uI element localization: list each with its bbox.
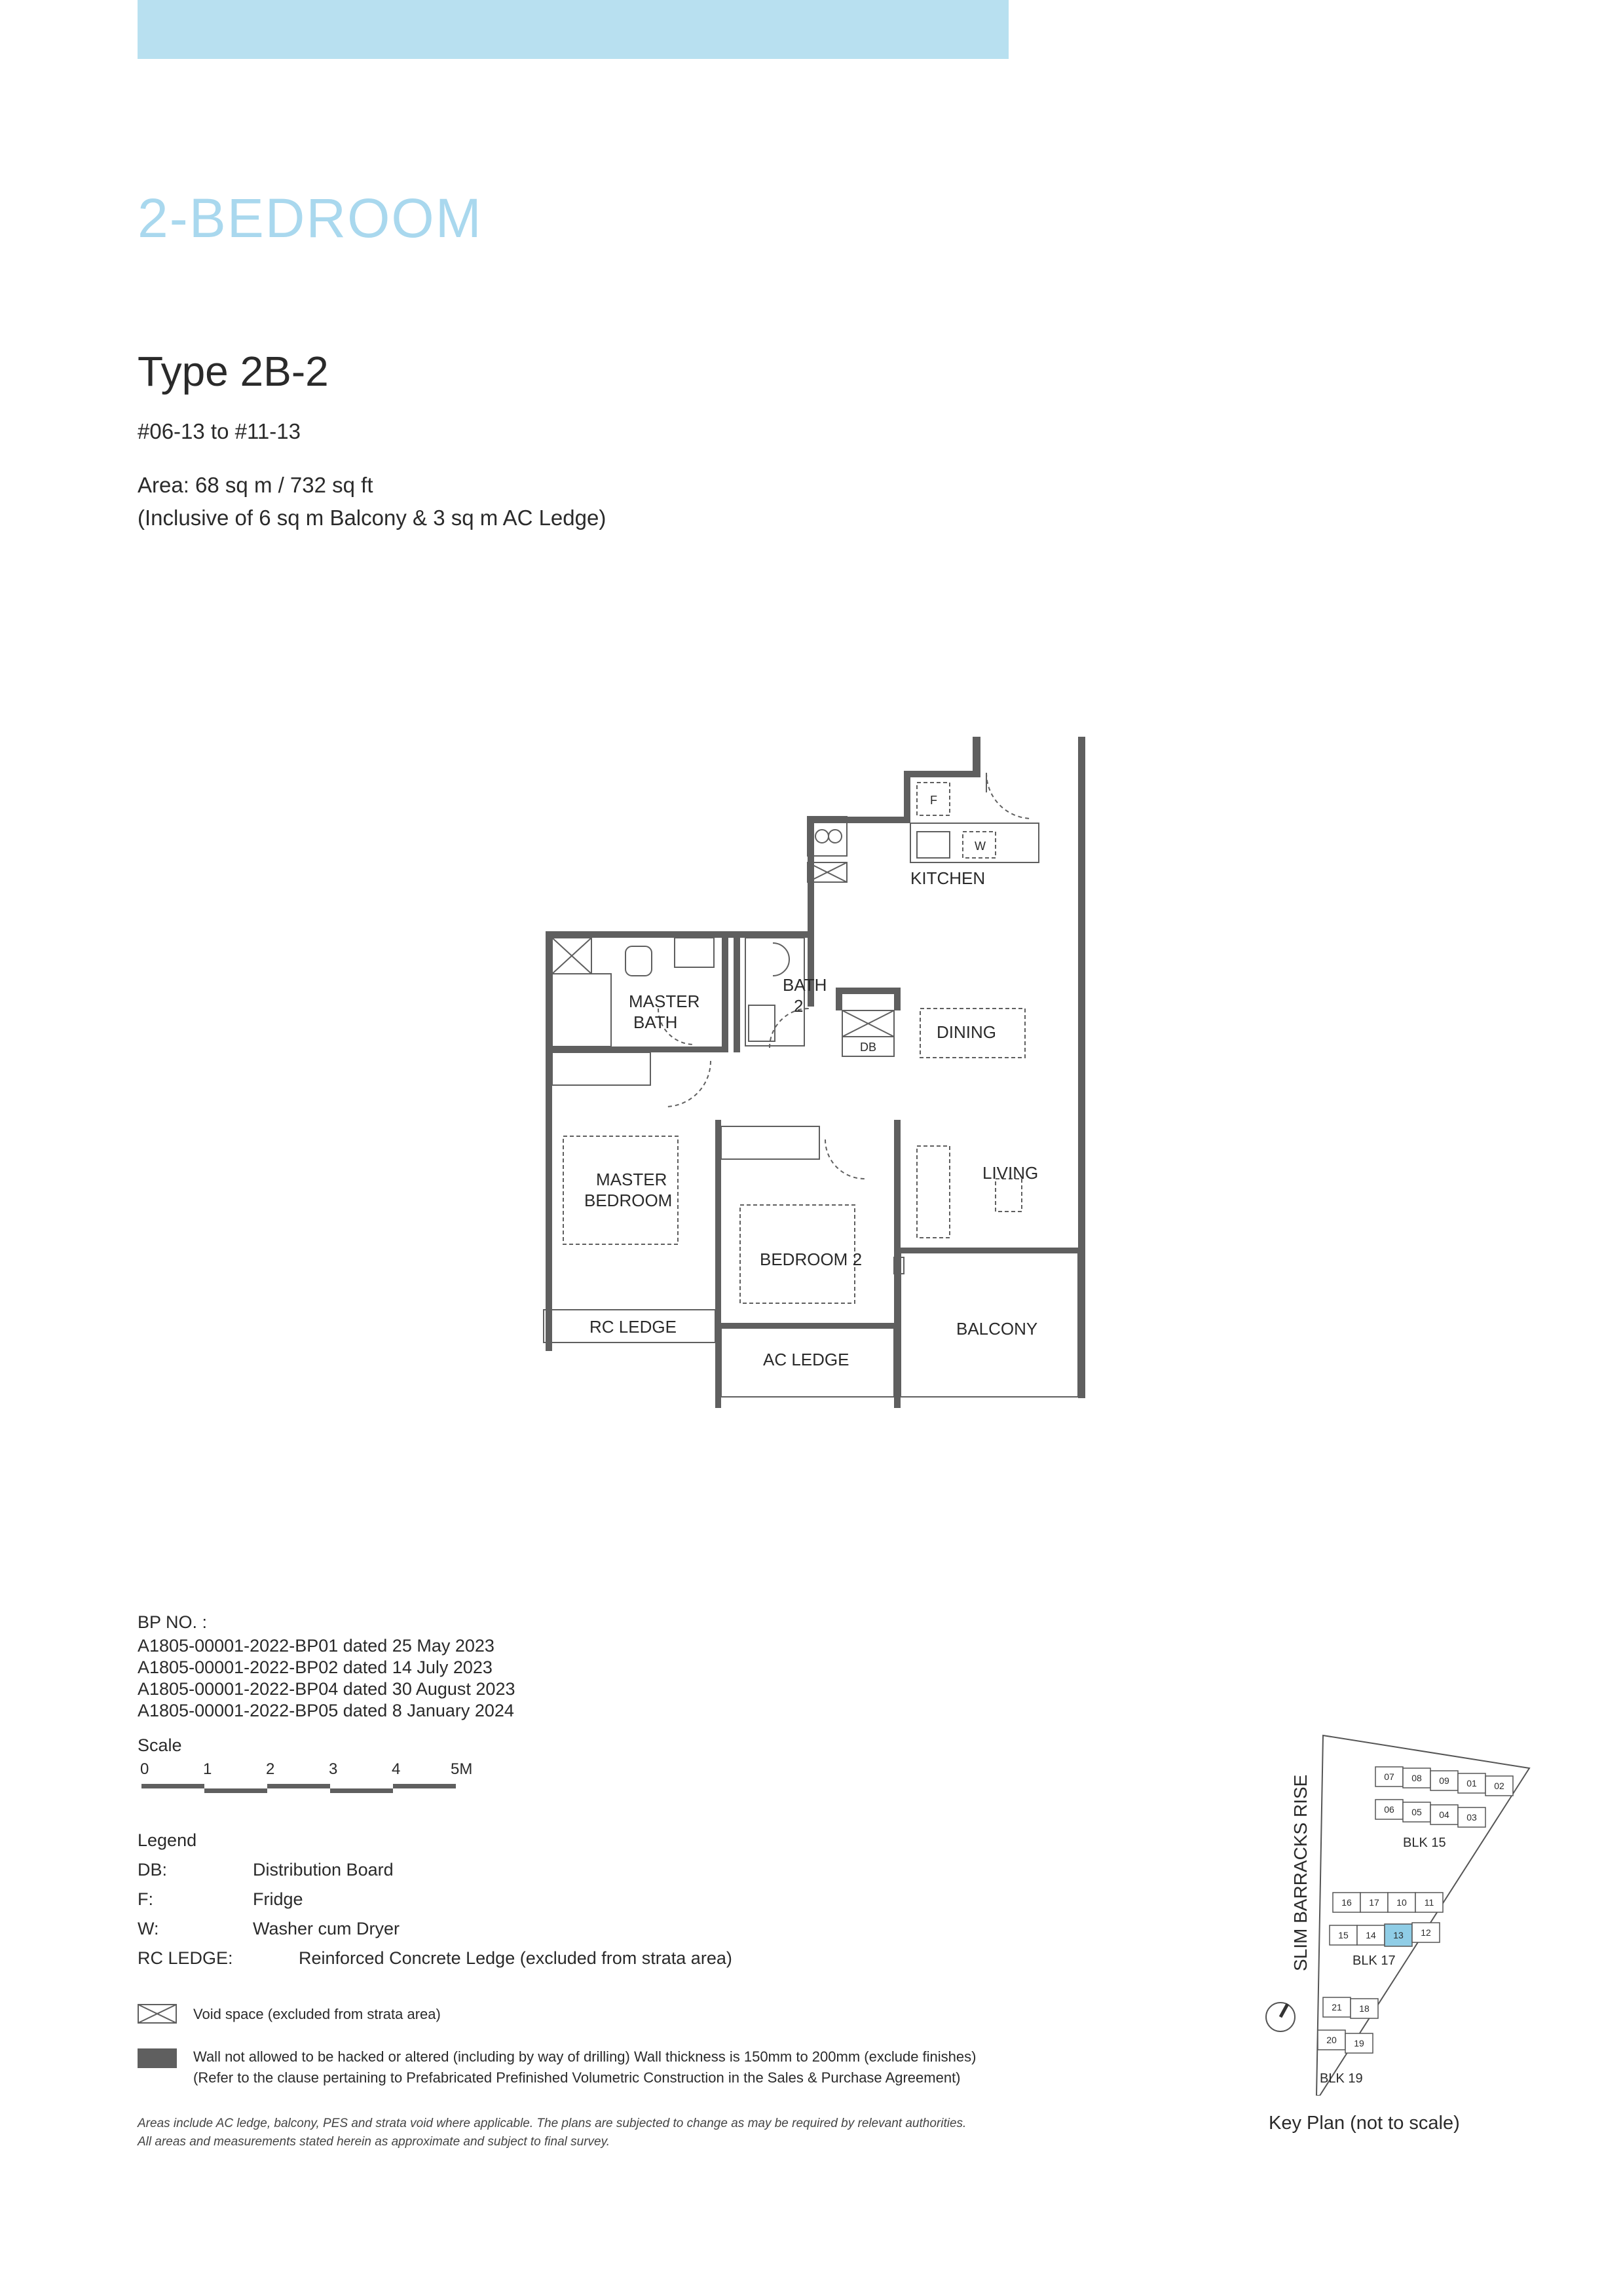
room-label-living: LIVING: [982, 1163, 1039, 1183]
bp-entry: A1805-00001-2022-BP05 dated 8 January 2024: [138, 1701, 514, 1720]
room-label-bedroom2: BEDROOM 2: [760, 1250, 863, 1269]
room-label-master-bath-2: BATH: [633, 1012, 678, 1032]
unit-number: 01: [1466, 1778, 1477, 1788]
unit-number: 06: [1384, 1804, 1394, 1815]
washer-label: W: [975, 840, 986, 853]
unit-number: 16: [1341, 1897, 1352, 1908]
top-accent-bar: [138, 0, 1009, 59]
room-label-kitchen: KITCHEN: [910, 868, 986, 888]
fridge-label: F: [930, 794, 937, 807]
disclaimer-line: Areas include AC ledge, balcony, PES and strata void where applicable. The plans are subjected to change as may be required by relevant authorities.: [138, 2117, 967, 2130]
unit-number: 18: [1359, 2003, 1370, 2014]
void-space-icon: [138, 2004, 177, 2024]
bp-entry: A1805-00001-2022-BP04 dated 30 August 2023: [138, 1679, 515, 1699]
scale-label: Scale: [138, 1735, 182, 1755]
area-inclusion-text: (Inclusive of 6 sq m Balcony & 3 sq m AC Ledge): [138, 506, 606, 530]
category-heading: 2-BEDROOM: [138, 187, 483, 249]
unit-number: 13: [1393, 1930, 1404, 1940]
unit-number: 17: [1369, 1897, 1379, 1908]
unit-number: 20: [1326, 2035, 1337, 2045]
room-label-dining: DINING: [937, 1022, 996, 1042]
unit-type-title: Type 2B-2: [138, 348, 329, 395]
legend-item: RC LEDGE: Reinforced Concrete Ledge (excluded from strata area): [138, 1948, 732, 1968]
legend-title: Legend: [138, 1830, 197, 1850]
scale-tick: 4: [392, 1760, 401, 1778]
unit-number: 02: [1494, 1781, 1504, 1791]
room-label-bath2: BATH: [783, 975, 827, 995]
scale-tick: 3: [329, 1760, 338, 1778]
wall-note-reference: (Refer to the clause pertaining to Prefabricated Prefinished Volumetric Construction in the Sales & Purchase Agreement): [193, 2069, 961, 2086]
unit-range: #06-13 to #11-13: [138, 419, 301, 443]
room-label-bath2-num: 2: [794, 996, 804, 1016]
unit-number: 08: [1411, 1773, 1422, 1783]
scale-bar: [138, 1735, 491, 1814]
void-space-note: Void space (excluded from strata area): [193, 2006, 441, 2022]
unit-number: 12: [1421, 1927, 1431, 1938]
scale-tick: 1: [203, 1760, 212, 1778]
unit-number: 21: [1332, 2002, 1342, 2012]
unit-number: 04: [1439, 1809, 1449, 1820]
room-label-master-bath: MASTER: [629, 991, 700, 1011]
unit-number: 10: [1396, 1897, 1407, 1908]
blk17-label: BLK 17: [1352, 1953, 1396, 1968]
unit-number: 05: [1411, 1807, 1422, 1817]
scale-tick: 5M: [451, 1760, 473, 1778]
unit-number: 03: [1466, 1812, 1477, 1823]
blk15-label: BLK 15: [1403, 1836, 1446, 1850]
floor-plan: [537, 733, 1113, 1421]
room-label-db: DB: [860, 1041, 877, 1054]
unit-number: 19: [1354, 2038, 1364, 2048]
unit-number: 09: [1439, 1775, 1449, 1786]
bp-entry: A1805-00001-2022-BP02 dated 14 July 2023: [138, 1657, 493, 1677]
road-name: SLIM BARRACKS RISE: [1290, 1774, 1311, 1971]
room-label-rc-ledge: RC LEDGE: [589, 1317, 677, 1337]
wall-swatch-icon: [138, 2048, 177, 2068]
scale-tick: 2: [266, 1760, 275, 1778]
room-label-balcony: BALCONY: [956, 1319, 1038, 1339]
room-label-master-bedroom-2: BEDROOM: [584, 1191, 673, 1210]
unit-number: 11: [1424, 1897, 1434, 1908]
unit-number: 14: [1366, 1930, 1376, 1940]
room-label-ac-ledge: AC LEDGE: [763, 1350, 849, 1369]
disclaimer-line: All areas and measurements stated herein as approximate and subject to final survey.: [138, 2135, 610, 2149]
scale-tick: 0: [140, 1760, 149, 1778]
legend-item: W: Washer cum Dryer: [138, 1919, 400, 1938]
unit-number: 15: [1338, 1930, 1349, 1940]
blk19-label: BLK 19: [1320, 2071, 1363, 2086]
living-sofa: [917, 1146, 950, 1238]
bp-title: BP NO. :: [138, 1612, 208, 1632]
key-plan: [1258, 1729, 1546, 2096]
north-arrow-icon: [1266, 2003, 1295, 2031]
bp-entry: A1805-00001-2022-BP01 dated 25 May 2023: [138, 1636, 494, 1656]
legend-item: DB: Distribution Board: [138, 1860, 394, 1879]
key-plan-caption: Key Plan (not to scale): [1269, 2113, 1460, 2134]
area-text: Area: 68 sq m / 732 sq ft: [138, 473, 373, 497]
scale-segments: [141, 1784, 462, 1794]
wall-note: Wall not allowed to be hacked or altered (including by way of drilling) Wall thickness is 150mm to 200mm (exclude finishes): [193, 2048, 977, 2065]
unit-number: 07: [1384, 1771, 1394, 1782]
legend-item: F: Fridge: [138, 1889, 303, 1909]
room-label-master-bedroom: MASTER: [596, 1170, 667, 1189]
